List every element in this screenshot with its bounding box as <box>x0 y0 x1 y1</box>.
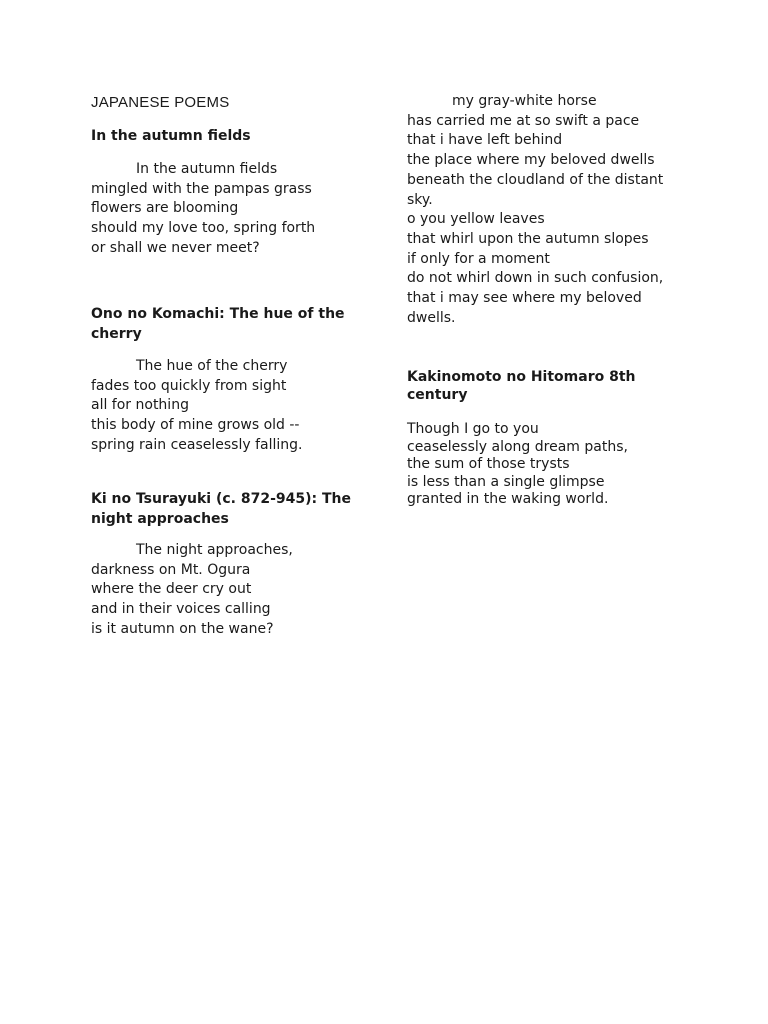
poem-gray-horse <box>407 92 663 328</box>
heading-komachi: Ono no Komachi: The hue of the cherry <box>91 306 345 342</box>
poem-line: The night approaches, <box>136 542 293 558</box>
poem-line: o you yellow leaves <box>407 211 545 228</box>
poem-line: and in their voices calling <box>91 601 271 618</box>
poem-line: where the deer cry out <box>91 581 252 598</box>
poem-line: do not whirl down in such confusion, <box>407 270 664 287</box>
poem-komachi <box>91 357 302 456</box>
poem-line: In the autumn fields <box>136 161 278 177</box>
poem-tsurayuki <box>91 541 293 640</box>
poem-line: the sum of those trysts <box>407 456 570 472</box>
poem-line: spring rain ceaselessly falling. <box>91 436 303 453</box>
poem-line: fades too quickly from sight <box>91 377 287 394</box>
heading-hitomaro: Kakinomoto no Hitomaro 8th century <box>407 369 636 403</box>
poem-line: ceaselessly along dream paths, <box>407 438 628 455</box>
poem-line: the place where my beloved dwells <box>407 152 655 169</box>
poem-line: The hue of the cherry <box>136 358 288 374</box>
poem-line: flowers are blooming <box>91 200 239 217</box>
poem-line: is it autumn on the wane? <box>91 620 274 637</box>
poem-line: sky. <box>407 191 433 208</box>
heading-autumn-fields: In the autumn fields <box>91 128 251 144</box>
poem-line: beneath the cloudland of the distant <box>407 171 664 188</box>
poem-line: that i may see where my beloved <box>407 290 642 307</box>
poem-line: that i have left behind <box>407 132 563 149</box>
poem-autumn-fields <box>91 160 315 259</box>
poem-line: mingled with the pampas grass <box>91 180 312 197</box>
poem-line: Though I go to you <box>407 421 539 437</box>
poem-hitomaro <box>407 421 628 509</box>
poem-line: if only for a moment <box>407 250 550 267</box>
heading-tsurayuki: Ki no Tsurayuki (c. 872-945): The night approaches <box>91 491 351 527</box>
poem-line: is less than a single glimpse <box>407 473 605 490</box>
poem-line: this body of mine grows old -- <box>91 417 300 434</box>
poem-line: darkness on Mt. Ogura <box>91 561 251 578</box>
document-title: JAPANESE POEMS <box>91 94 230 111</box>
poem-line: or shall we never meet? <box>91 239 260 256</box>
poem-line: granted in the waking world. <box>407 491 609 507</box>
poem-line: dwells. <box>407 309 456 326</box>
poem-line: all for nothing <box>91 397 189 414</box>
poem-line: should my love too, spring forth <box>91 220 316 237</box>
poem-line: that whirl upon the autumn slopes <box>407 230 649 247</box>
poem-line: has carried me at so swift a pace <box>407 112 640 129</box>
poem-line: my gray-white horse <box>452 93 597 109</box>
